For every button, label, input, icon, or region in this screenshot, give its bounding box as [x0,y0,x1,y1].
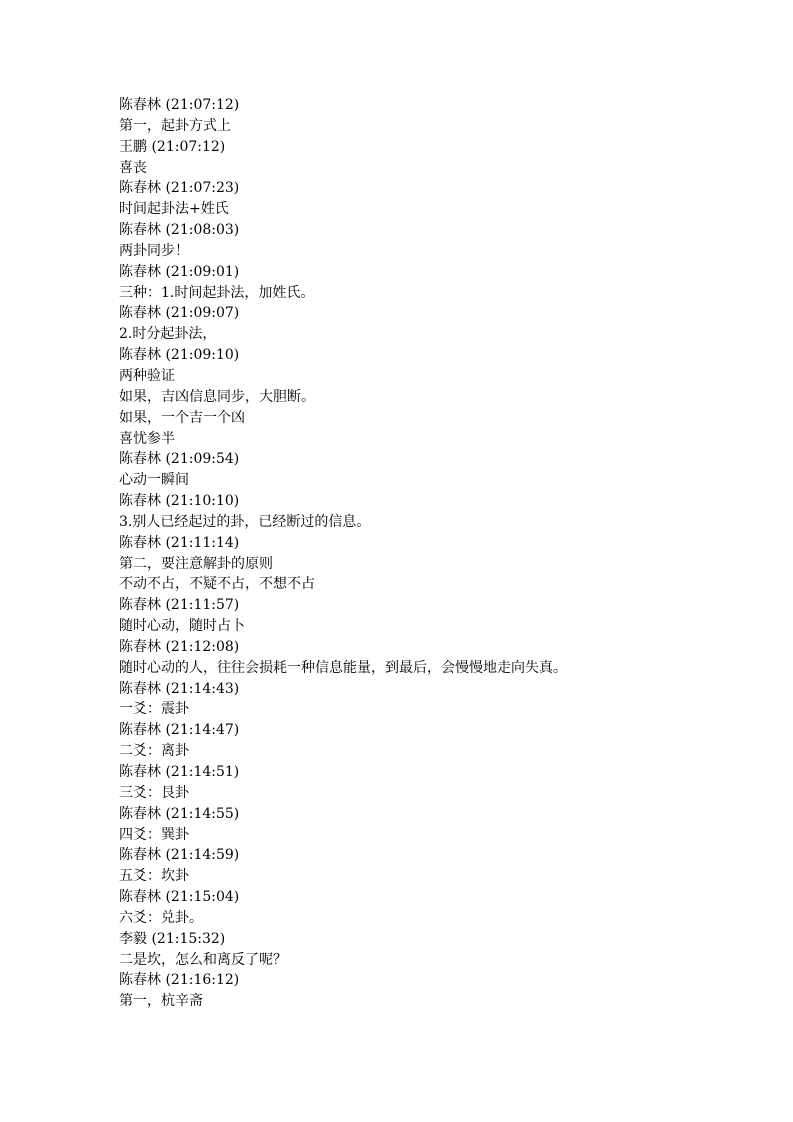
chat-line: 陈春林 (21:09:01) [119,263,240,280]
chat-line: 一爻：震卦 [119,701,189,718]
chat-line: 二是坎，怎么和离反了呢？ [119,951,287,968]
chat-line: 五爻：坎卦 [119,868,189,885]
chat-line: 随时心动，随时占卜 [119,618,245,635]
chat-log-document [119,95,679,1012]
chat-line: 陈春林 (21:14:51) [119,764,240,780]
chat-line: 陈春林 (21:12:08) [119,638,240,655]
chat-line: 喜丧 [119,159,147,176]
chat-line: 两卦同步！ [119,242,189,259]
chat-line: 三爻：艮卦 [119,784,189,801]
chat-line: 3.别人已经起过的卦，已经断过的信息。 [119,513,371,530]
chat-line: 陈春林 (21:11:57) [119,597,240,614]
chat-line: 不动不占，不疑不占，不想不占 [119,576,315,593]
chat-line: 王鹏 (21:07:12) [119,138,226,155]
chat-line: 陈春林 (21:11:14) [119,534,240,551]
chat-line: 第一，杭辛斋 [119,993,203,1010]
chat-line: 两种验证 [119,367,175,384]
chat-line: 陈春林 (21:08:03) [119,222,240,239]
chat-line: 四爻：巽卦 [119,826,189,843]
chat-line: 陈春林 (21:14:55) [119,805,240,822]
chat-line: 三种：1.时间起卦法，加姓氏。 [119,284,315,301]
chat-line: 李毅 (21:15:32) [119,930,226,947]
chat-line: 随时心动的人，往往会损耗一种信息能量，到最后，会慢慢地走向失真。 [119,659,567,676]
chat-line: 陈春林 (21:09:54) [119,451,240,468]
chat-line: 陈春林 (21:09:07) [119,305,240,322]
chat-line: 陈春林 (21:09:10) [119,347,240,364]
chat-line: 陈春林 (21:14:43) [119,680,240,697]
chat-line: 陈春林 (21:16:12) [119,972,240,989]
chat-line: 二爻：离卦 [119,743,189,760]
chat-line: 陈春林 (21:07:23) [119,180,240,197]
chat-line: 陈春林 (21:15:04) [119,889,240,906]
chat-line: 第一，起卦方式上 [119,117,231,134]
chat-line: 时间起卦法+姓氏 [119,201,229,218]
chat-line: 2.时分起卦法， [119,326,217,343]
chat-line: 六爻：兑卦。 [119,909,203,926]
chat-line: 如果，一个吉一个凶 [119,409,245,426]
chat-line: 如果，吉凶信息同步，大胆断。 [119,388,315,405]
chat-line: 心动一瞬间 [119,472,189,489]
chat-line: 陈春林 (21:07:12) [119,97,240,113]
chat-line: 喜忧参半 [119,430,175,447]
chat-line: 第二，要注意解卦的原则 [119,555,273,572]
chat-line: 陈春林 (21:14:59) [119,847,240,864]
chat-line: 陈春林 (21:14:47) [119,722,240,739]
chat-line: 陈春林 (21:10:10) [119,493,240,510]
